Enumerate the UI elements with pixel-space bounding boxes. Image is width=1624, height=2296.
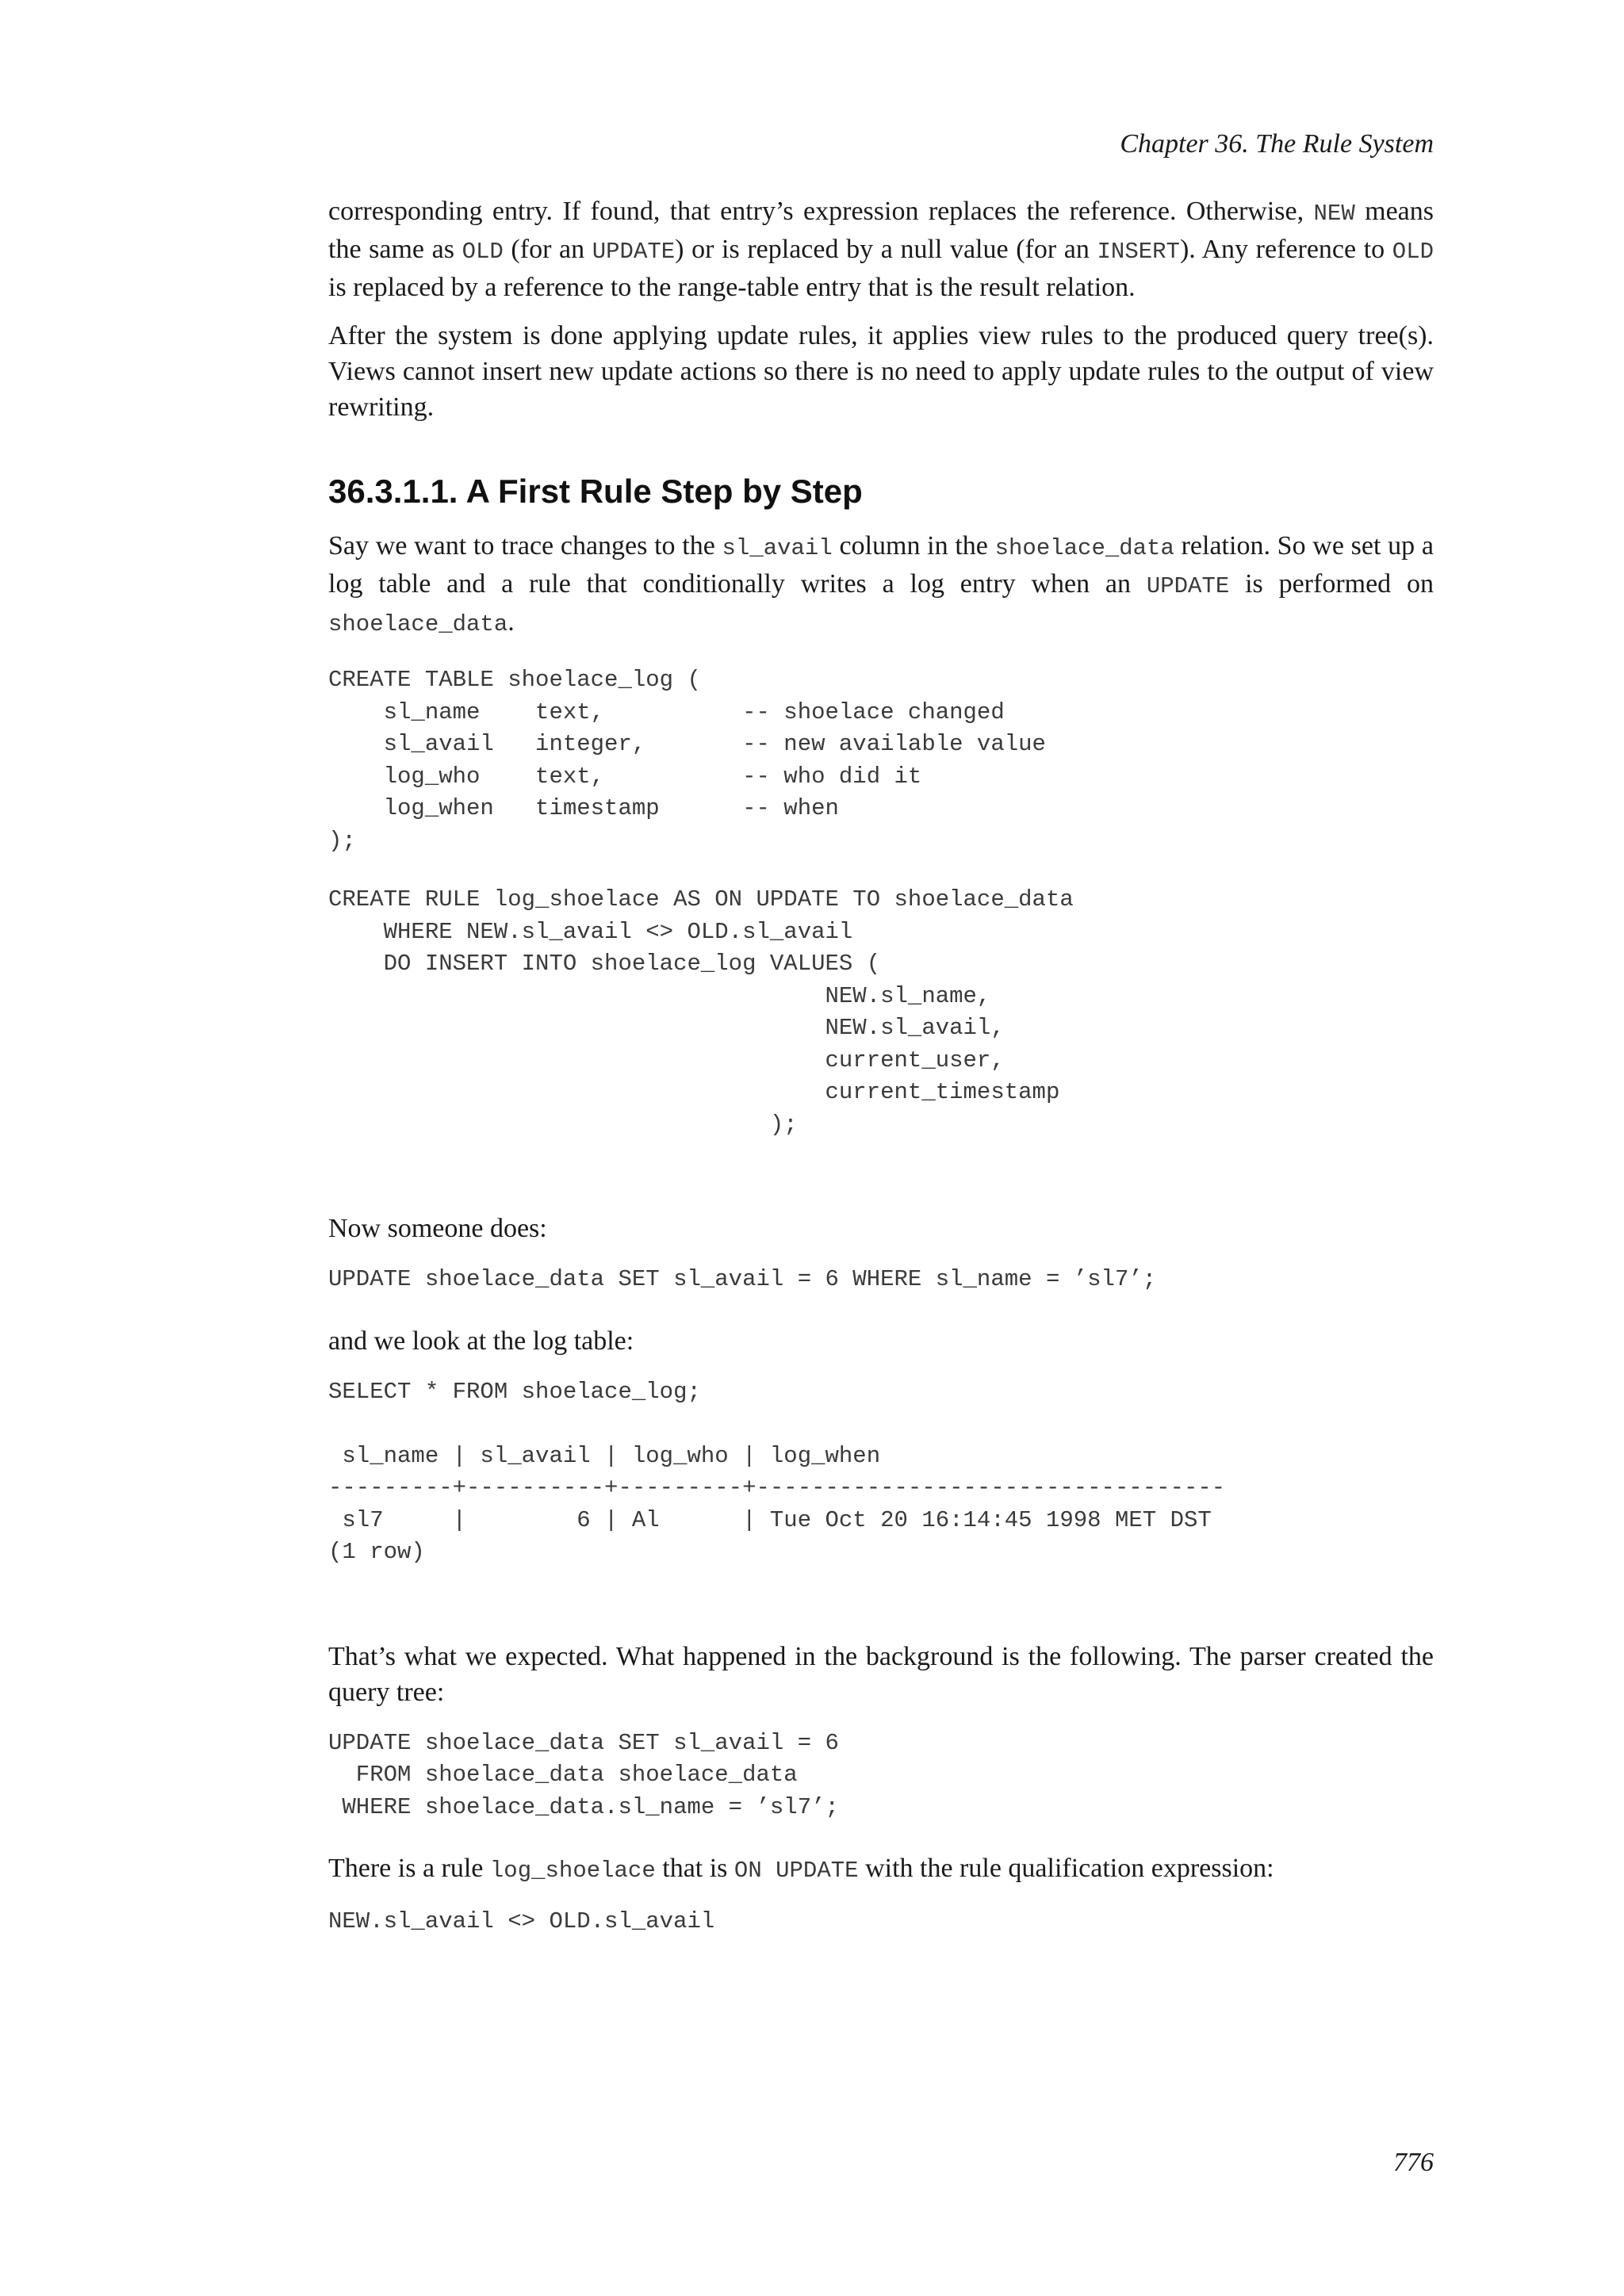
running-header: Chapter 36. The Rule System: [1120, 129, 1434, 159]
body-content: [328, 193, 1434, 1965]
inline-code: shoelace_data: [994, 535, 1174, 561]
inline-code: shoelace_data: [328, 611, 508, 637]
paragraph-trace-changes: [328, 528, 1434, 642]
inline-code: INSERT: [1097, 239, 1180, 265]
inline-code: ON UPDATE: [733, 1858, 859, 1884]
code-block-qualification: NEW.sl_avail <> OLD.sl_avail: [328, 1908, 715, 1934]
inline-code: UPDATE: [592, 239, 676, 265]
text-run: .: [508, 607, 515, 637]
code-block-update-statement: UPDATE shoelace_data SET sl_avail = 6 WHERE sl_name = ’sl7’;: [328, 1266, 1157, 1292]
text-run: ). Any reference to: [1179, 235, 1392, 264]
inline-code: OLD: [1392, 239, 1434, 265]
text-run: There is a rule: [328, 1854, 490, 1883]
inline-code: sl_avail: [722, 535, 833, 561]
inline-code: UPDATE: [1146, 573, 1230, 599]
paragraph-view-rules: After the system is done applying update rules, it applies view rules to the produced query tree(s). Views cannot insert new update actions so there is no need to apply update rules to the output of view rewriting.: [328, 321, 1434, 422]
code-block-create-rule: CREATE RULE log_shoelace AS ON UPDATE TO shoelace_data WHERE NEW.sl_avail <> OLD.sl_avail DO INSERT INTO shoelace_log VALUES ( NEW.sl_name, NEW.sl_avail, current_user, current_timestamp );: [328, 886, 1074, 1138]
text-run: that is: [655, 1854, 734, 1883]
text-run: Say we want to trace changes to the: [328, 531, 722, 561]
paragraph-rule-qualification: [328, 1850, 1434, 1888]
text-run: ) or is replaced by a null value (for an: [675, 235, 1097, 264]
paragraph-expected: That’s what we expected. What happened in the background is the following. The parser created the query tree:: [328, 1641, 1434, 1707]
code-block-create-table: CREATE TABLE shoelace_log ( sl_name text, -- shoelace changed sl_avail integer, -- new available value log_who text, -- who did it log_when timestamp -- when );: [328, 667, 1046, 854]
text-run: relation. So we set up a log table and a rule that conditionally writes a log entry when an: [328, 531, 1434, 599]
code-block-select-result: SELECT * FROM shoelace_log; sl_name | sl_avail | log_who | log_when ---------+----------+---------+---------------------------------- sl7 | 6 | Al | Tue Oct 20 16:14:45 1998 MET DST (1 row): [328, 1378, 1226, 1565]
page-number: 776: [1393, 2148, 1434, 2177]
inline-code: log_shoelace: [489, 1858, 656, 1884]
section-heading: 36.3.1.1. A First Rule Step by Step: [328, 473, 863, 510]
paragraph-log-table: and we look at the log table:: [328, 1326, 634, 1356]
paragraph-new-old-reference: [328, 193, 1434, 305]
text-run: column in the: [832, 531, 995, 561]
text-run: is performed on: [1229, 569, 1434, 599]
text-run: means the same as: [328, 197, 1434, 264]
inline-code: OLD: [462, 239, 504, 265]
paragraph-someone-does: Now someone does:: [328, 1214, 547, 1243]
document-page: [328, 0, 1434, 2296]
text-run: (for an: [503, 235, 592, 264]
text-run: with the rule qualification expression:: [858, 1854, 1274, 1883]
text-run: corresponding entry. If found, that entry’s expression replaces the reference. Otherwise,: [328, 197, 1314, 226]
text-run: is replaced by a reference to the range-table entry that is the result relation.: [328, 273, 1136, 302]
code-block-query-tree: UPDATE shoelace_data SET sl_avail = 6 FROM shoelace_data shoelace_data WHERE shoelace_data.sl_name = ’sl7’;: [328, 1729, 839, 1820]
inline-code: NEW: [1313, 201, 1355, 227]
